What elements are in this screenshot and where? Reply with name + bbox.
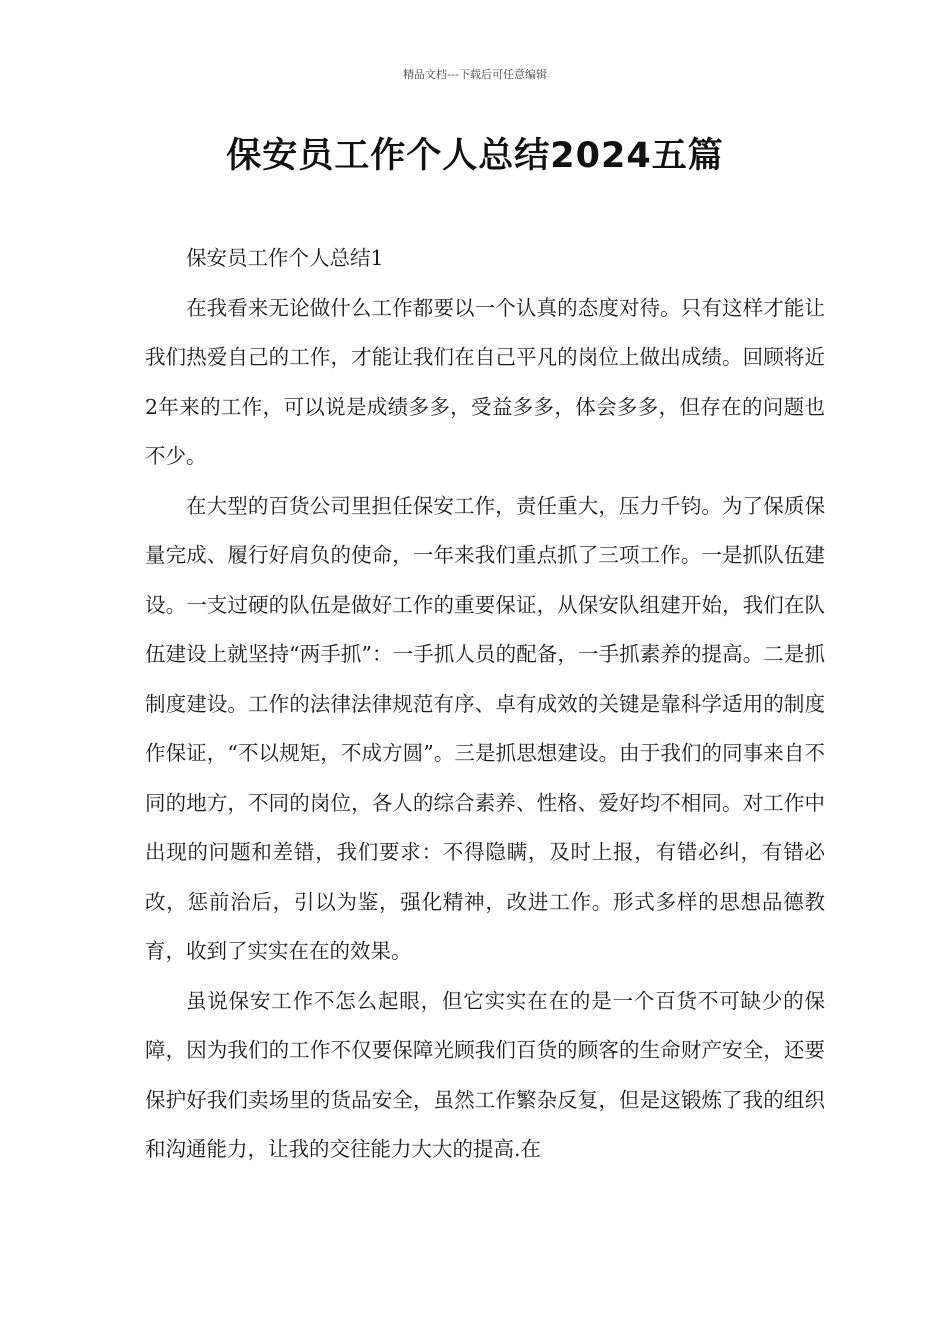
paragraph-2: 在大型的百货公司里担任保安工作，责任重大，压力千钧。为了保质保量完成、履行好肩负的使命，一年来我们重点抓了三项工作。一是抓队伍建设。一支过硬的队伍是做好工作的重要保证，从保安队组建开始，我们在队伍建设上就坚持“两手抓”：一手抓人员的配备，一手抓素养的提高。二是抓制度建设。工作的法律法律规范有序、卓有成效的关键是靠科学适用的制度作保证，“不以规矩，不成方圆”。三是抓思想建设。由于我们的同事来自不同的地方，不同的岗位，各人的综合素养、性格、爱好均不相同。对工作中出现的问题和差错，我们要求：不得隐瞒，及时上报，有错必纠，有错必改，惩前治后，引以为鉴，强化精神，改进工作。形式多样的思想品德教育，收到了实实在在的效果。	[145, 493, 825, 963]
document-body	[145, 234, 825, 1175]
paragraph-1: 在我看来无论做什么工作都要以一个认真的态度对待。只有这样才能让我们热爱自己的工作，才能让我们在自己平凡的岗位上做出成绩。回顾将近2年来的工作，可以说是成绩多多，受益多多，体会多多，但存在的问题也不少。	[145, 295, 825, 468]
document-title: 保安员工作个人总结2024五篇	[226, 136, 724, 176]
page-header: 精品文档---下载后可任意编辑	[403, 68, 547, 81]
section-heading: 保安员工作个人总结1	[186, 246, 384, 270]
paragraph-3: 虽说保安工作不怎么起眼，但它实实在在的是一个百货不可缺少的保障，因为我们的工作不仅要保障光顾我们百货的顾客的生命财产安全，还要保护好我们卖场里的货品安全，虽然工作繁杂反复，但是这锻炼了我的组织和沟通能力，让我的交往能力大大的提高.在	[145, 988, 825, 1161]
